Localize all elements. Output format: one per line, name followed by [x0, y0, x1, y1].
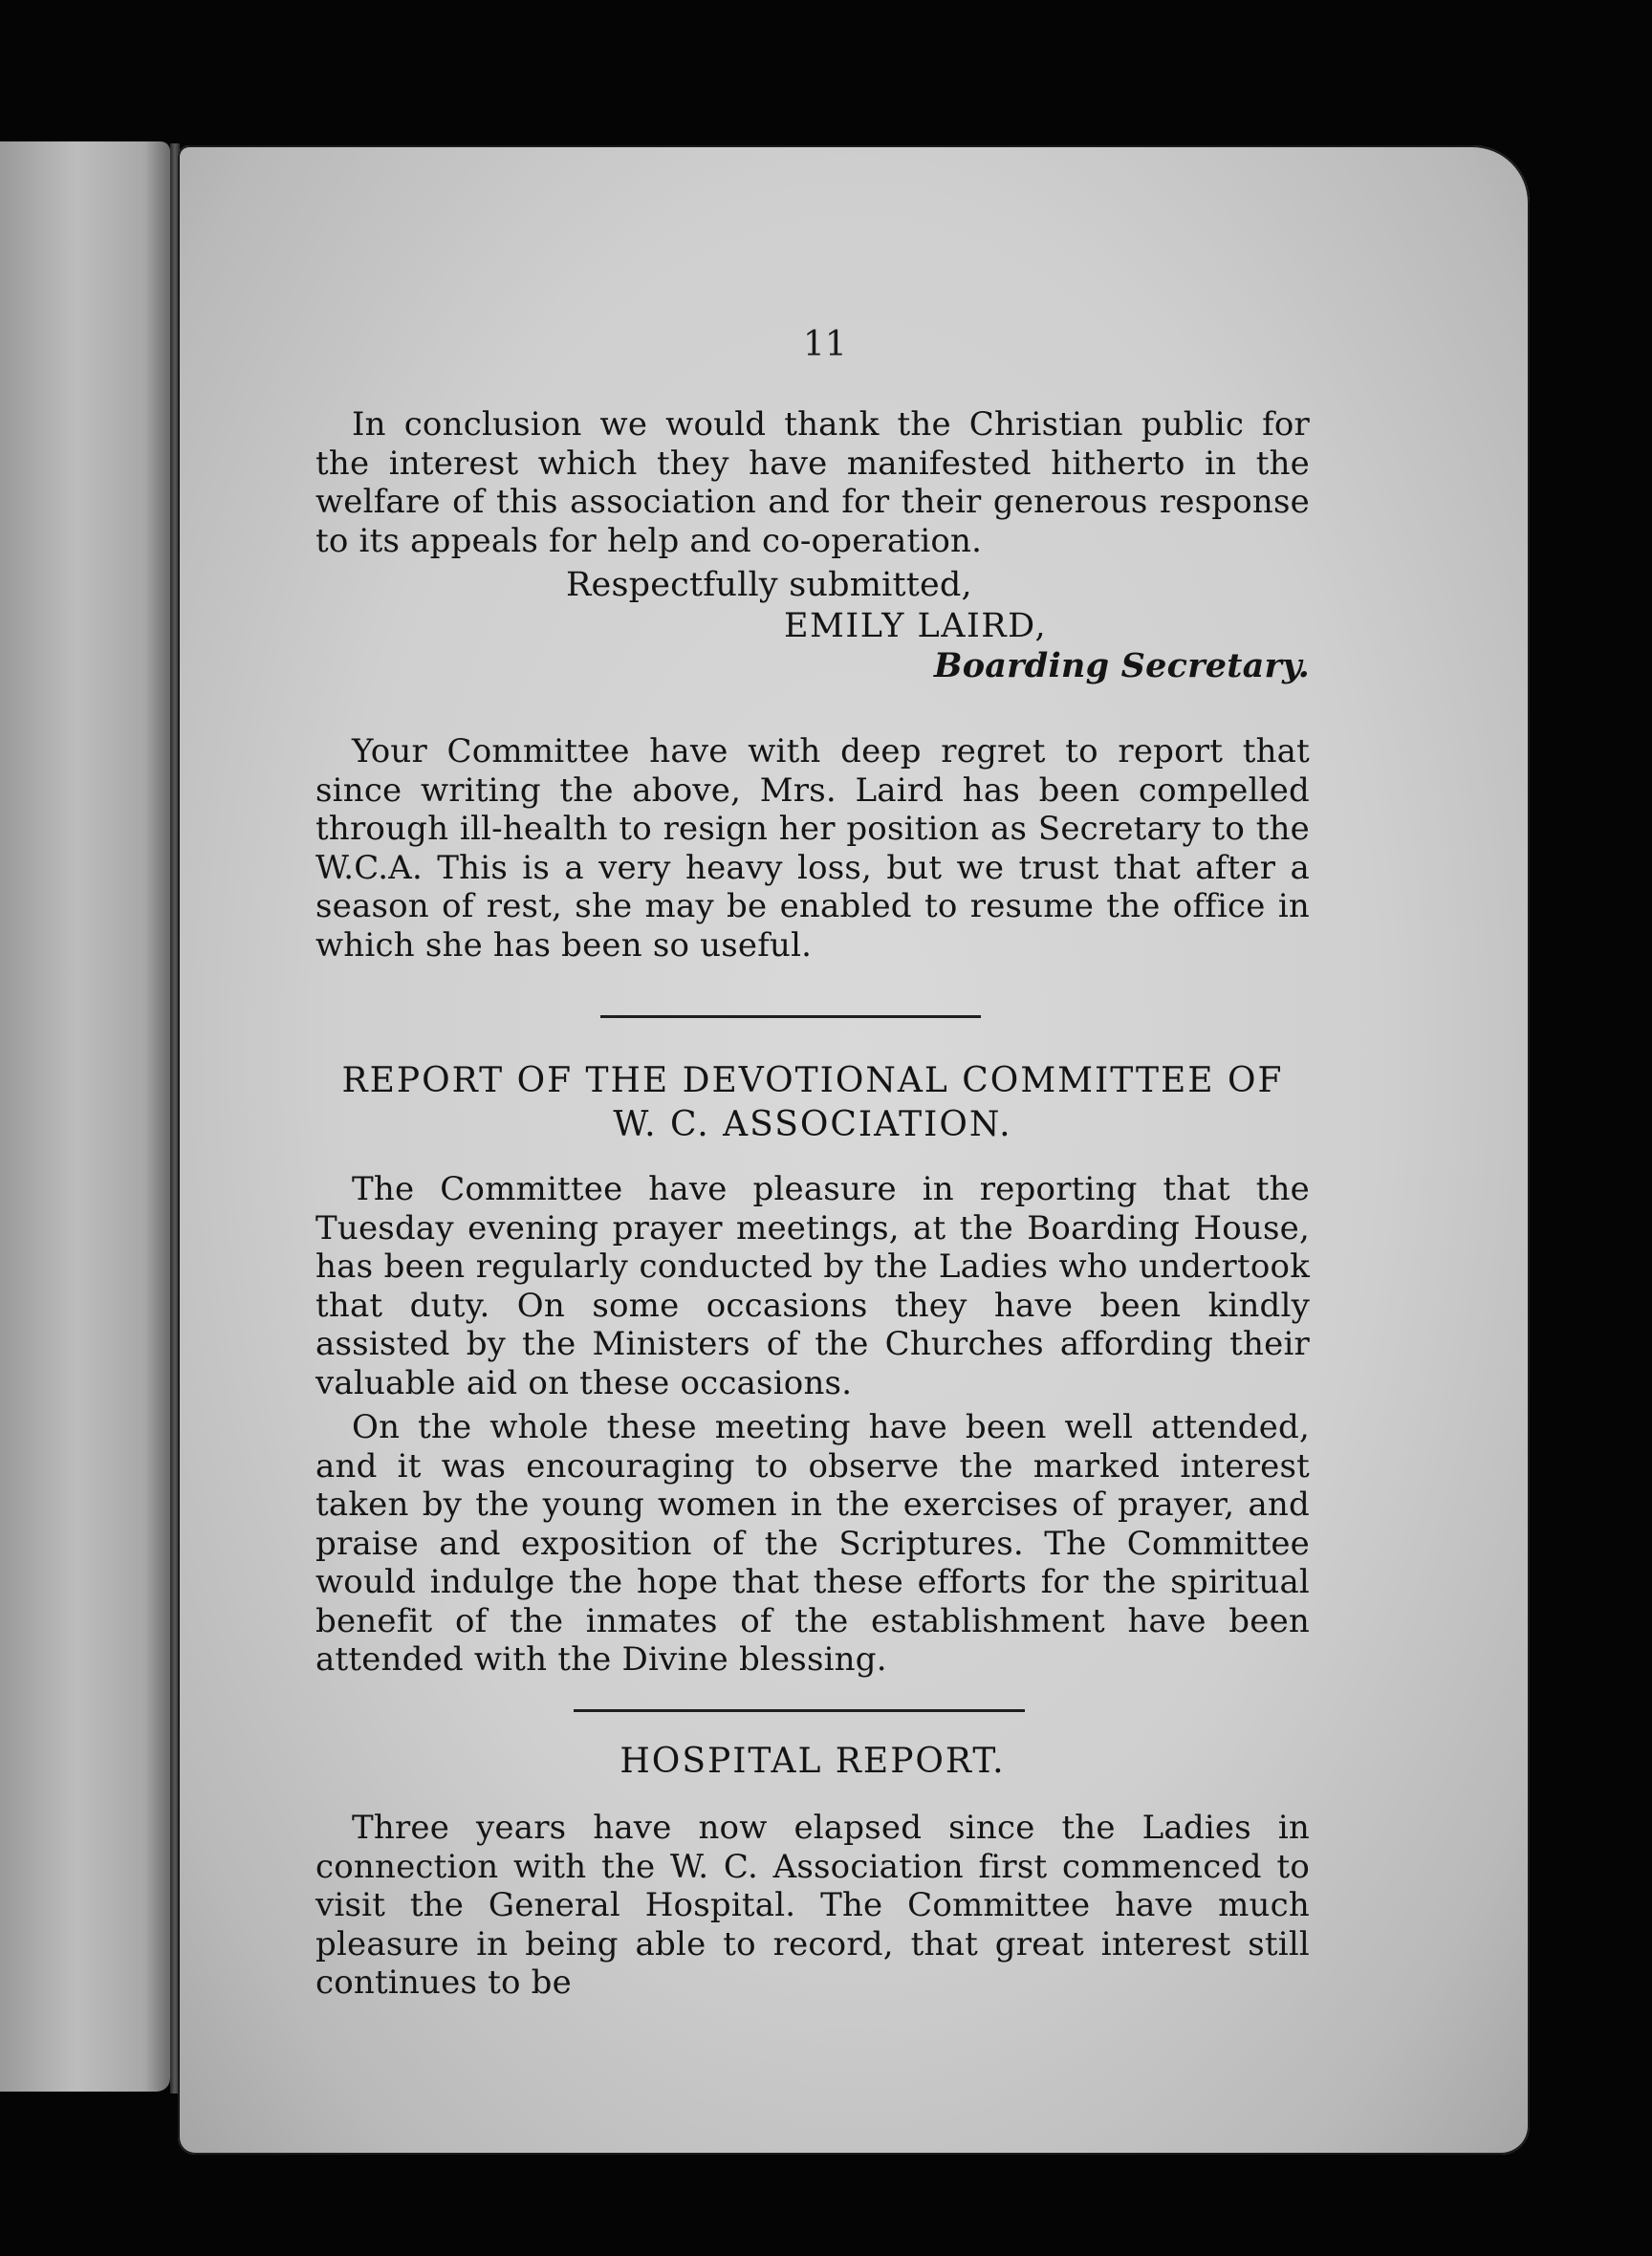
hospital-paragraph: Three years have now elapsed since the Ladies in connection with the W. C. Association first commenced to visit the General Hospital. The Committee have much pleasure in being able to record, that great interest still continues to be — [315, 1809, 1310, 2002]
hospital-heading: HOSPITAL REPORT. — [620, 1742, 1006, 1781]
conclusion-paragraph: In conclusion we would thank the Christian public for the interest which they have manifested hitherto in the welfare of this association and for their generous response to its appeals for help and co-operation. — [315, 405, 1310, 560]
committee-note-section — [315, 732, 1310, 965]
conclusion-section — [315, 405, 1310, 686]
devotional-heading-line1: REPORT OF THE DEVOTIONAL COMMITTEE OF — [341, 1061, 1284, 1100]
section-divider — [600, 1015, 981, 1018]
committee-note-paragraph: Your Committee have with deep regret to report that since writing the above, Mrs. Laird has been compelled through ill-health to resign her position as Secretary to the W.C.A. This is a very heavy loss, but we trust that after a season of rest, she may be enabled to resume the office in which she has been so useful. — [315, 732, 1310, 965]
page-number: 11 — [803, 325, 847, 364]
facing-page-edge — [0, 141, 170, 2092]
devotional-report-section — [315, 1059, 1310, 1680]
devotional-heading-line2: W. C. ASSOCIATION. — [613, 1105, 1012, 1144]
section-divider — [574, 1709, 1025, 1712]
devotional-paragraph-2: On the whole these meeting have been well attended, and it was encouraging to observe the marked interest taken by the young women in the exercises of prayer, and praise and exposition of the Scriptures. The Committee would indulge the hope that these efforts for the spiritual benefit of the inmates of the establishment have been attended with the Divine blessing. — [315, 1408, 1310, 1679]
devotional-paragraph-1: The Committee have pleasure in reporting that the Tuesday evening prayer meetings, at the Boarding House, has been regularly conducted by the Ladies who undertook that duty. On some occasions they have been kindly assisted by the Ministers of the Churches affording their valuable aid on these occasions. — [315, 1170, 1310, 1402]
closing-line: Respectfully submitted, — [566, 566, 972, 604]
signer-name: EMILY LAIRD, — [784, 606, 1048, 645]
signer-title: Boarding Secretary. — [933, 646, 1310, 685]
hospital-report-section — [315, 1740, 1310, 2003]
